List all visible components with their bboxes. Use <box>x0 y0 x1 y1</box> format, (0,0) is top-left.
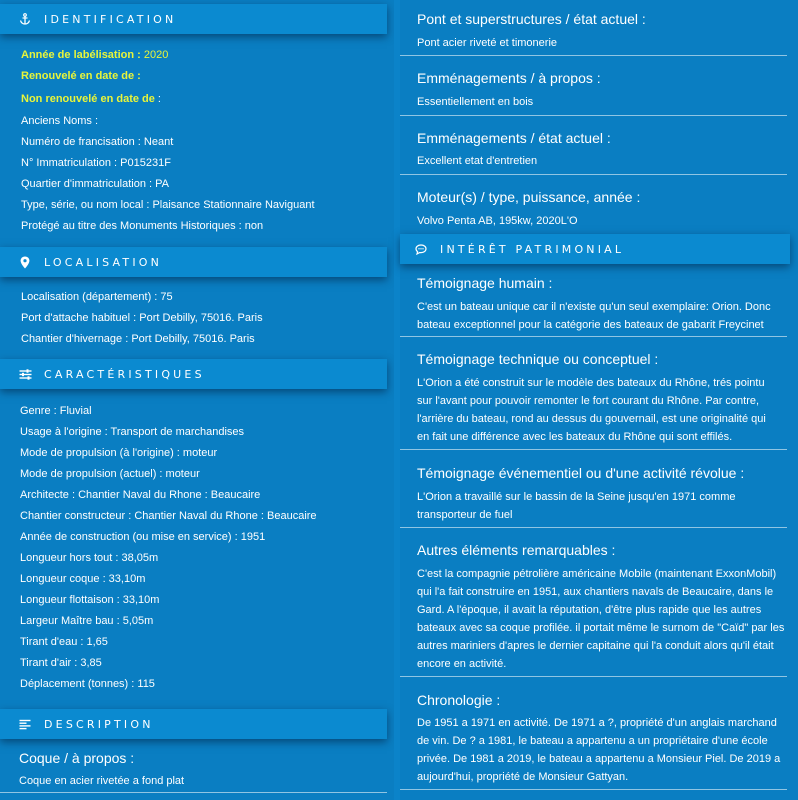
localisation-departement: Localisation (département) : 75 <box>21 291 173 303</box>
divider <box>400 527 787 528</box>
autres-title: Autres éléments remarquables : <box>417 542 616 558</box>
evenementiel-line: transporteur de fuel <box>417 509 513 521</box>
moteur-title: Moteur(s) / type, puissance, année : <box>417 189 641 205</box>
moteur-text: Volvo Penta AB, 195kw, 2020L'O <box>417 215 578 227</box>
speech-bubble-icon <box>414 242 428 256</box>
protege: Protégé au titre des Monuments Historiques : non <box>21 220 264 232</box>
port-attache: Port d'attache habituel : Port Debilly, 75016. Paris <box>21 312 263 324</box>
chrono-title: Chronologie : <box>417 692 501 708</box>
humain-line: C'est un bateau unique car il n'existe qu'un seul exemplaire: Orion. Donc <box>417 301 771 313</box>
divider <box>400 449 787 450</box>
carac-item: Longueur hors tout : 38,05m <box>20 552 159 564</box>
emm-etat-text: Excellent etat d'entretien <box>417 155 538 167</box>
anciens-noms: Anciens Noms : <box>21 115 99 127</box>
chrono-line: aujourd'hui, propriété de Monsieur Gattyan. <box>417 771 629 783</box>
divider <box>400 55 787 56</box>
autres-line: autres mariniers d'apres le dernier capitaine qui l'a conduit alors qu'il était <box>417 640 774 652</box>
technique-line: en fait une différence avec les bateaux du Rhône qui sont effilés. <box>417 431 733 443</box>
technique-line: sur l'avant pour pouvoir remonter le fort courant du Rhône. Par contre, <box>417 395 760 407</box>
immatriculation: N° Immatriculation : P015231F <box>21 157 171 169</box>
pont-title: Pont et superstructures / état actuel : <box>417 11 646 27</box>
localisation-header <box>0 247 387 277</box>
pont-text: Pont acier riveté et timonerie <box>417 37 558 49</box>
divider <box>0 792 387 793</box>
autres-line: bateaux avec sa coque profilée. il portait même le surnom de "Caïd" par les <box>417 622 785 634</box>
carac-item: Usage à l'origine : Transport de marchandises <box>20 426 245 438</box>
carac-item: Architecte : Chantier Naval du Rhone : Beaucaire <box>20 489 261 501</box>
evenementiel-title: Témoignage événementiel ou d'une activité révolue : <box>417 465 745 481</box>
autres-line: encore en activité. <box>417 658 507 670</box>
divider <box>400 676 787 677</box>
technique-title: Témoignage technique ou conceptuel : <box>417 351 659 367</box>
divider <box>400 115 787 116</box>
carac-item: Largeur Maître bau : 5,05m <box>20 615 154 627</box>
anchor-icon <box>18 12 32 26</box>
carac-item: Tirant d'eau : 1,65 <box>20 636 108 648</box>
divider <box>400 789 787 790</box>
caracteristiques-header <box>0 359 387 389</box>
chrono-line: De 1951 a 1971 en activité. De 1971 a ?, propriété d'un anglais marchand <box>417 717 777 729</box>
chantier-hivernage: Chantier d'hivernage : Port Debilly, 75016. Paris <box>21 333 255 345</box>
coque-title: Coque / à propos : <box>19 750 135 766</box>
sliders-icon <box>18 367 32 381</box>
carac-item: Année de construction (ou mise en service) : 1951 <box>20 531 266 543</box>
carac-item: Longueur flottaison : 33,10m <box>20 594 160 606</box>
carac-item: Mode de propulsion (actuel) : moteur <box>20 468 200 480</box>
carac-item: Mode de propulsion (à l'origine) : moteur <box>20 447 218 459</box>
emm-etat-title: Emménagements / état actuel : <box>417 130 611 146</box>
section-title: INTÉRÊT PATRIMONIAL <box>440 242 625 256</box>
section-title: IDENTIFICATION <box>44 12 177 26</box>
align-left-icon <box>18 717 32 731</box>
carac-item: Tirant d'air : 3,85 <box>20 657 102 669</box>
section-title: CARACTÉRISTIQUES <box>44 367 205 381</box>
emm-propos-title: Emménagements / à propos : <box>417 70 601 86</box>
quartier: Quartier d'immatriculation : PA <box>21 178 170 190</box>
technique-line: l'arrière du bateau, rond au dessus du gouvernail, est une originalité qui <box>417 413 766 425</box>
autres-line: qui l'a fait construire en 1951, aux chantiers navals de Beaucaire, dans le <box>417 586 774 598</box>
coque-text: Coque en acier rivetée a fond plat <box>19 775 185 787</box>
carac-item: Déplacement (tonnes) : 115 <box>20 678 155 690</box>
francisation: Numéro de francisation : Neant <box>21 136 174 148</box>
divider <box>400 174 787 175</box>
interet-header <box>400 234 790 264</box>
left-column <box>0 0 394 800</box>
annee-labelisation: Année de labélisation : 2020 <box>21 49 169 61</box>
renouvele: Renouvelé en date de : <box>21 70 141 82</box>
description-header <box>0 709 387 739</box>
chrono-line: de vin. De ? a 1981, le bateau a appartenu a un propriétaire d'une école <box>417 735 768 747</box>
section-title: LOCALISATION <box>44 255 163 269</box>
chrono-line: privée. De 1981 a 2019, le bateau a appartenu a Monsieur Piel. De 2019 a <box>417 753 781 765</box>
divider <box>400 336 787 337</box>
autres-line: C'est la compagnie pétrolière américaine Mobile (maintenant ExxonMobil) <box>417 568 777 580</box>
evenementiel-line: L'Orion a travaillé sur le bassin de la Seine jusqu'en 1971 comme <box>417 491 736 503</box>
identification-header <box>0 4 387 34</box>
type-serie: Type, série, ou nom local : Plaisance Stationnaire Naviguant <box>21 199 315 211</box>
technique-line: L'Orion a été construit sur le modèle des bateaux du Rhône, trés pointu <box>417 377 765 389</box>
carac-item: Genre : Fluvial <box>20 405 92 417</box>
autres-line: Gard. A l'époque, il avait la réputation, d'être plus rapide que les autres <box>417 604 762 616</box>
emm-propos-text: Essentiellement en bois <box>417 96 534 108</box>
non-renouvele: Non renouvelé en date de : <box>21 93 161 105</box>
carac-item: Chantier constructeur : Chantier Naval du Rhone : Beaucaire <box>20 510 317 522</box>
section-title: DESCRIPTION <box>44 717 154 731</box>
humain-line: bateau exceptionnel pour la catégorie des bateaux de gabarit Freycinet <box>417 319 764 331</box>
carac-item: Longueur coque : 33,10m <box>20 573 146 585</box>
map-pin-icon <box>18 255 32 269</box>
right-column <box>400 0 798 800</box>
humain-title: Témoignage humain : <box>417 275 553 291</box>
